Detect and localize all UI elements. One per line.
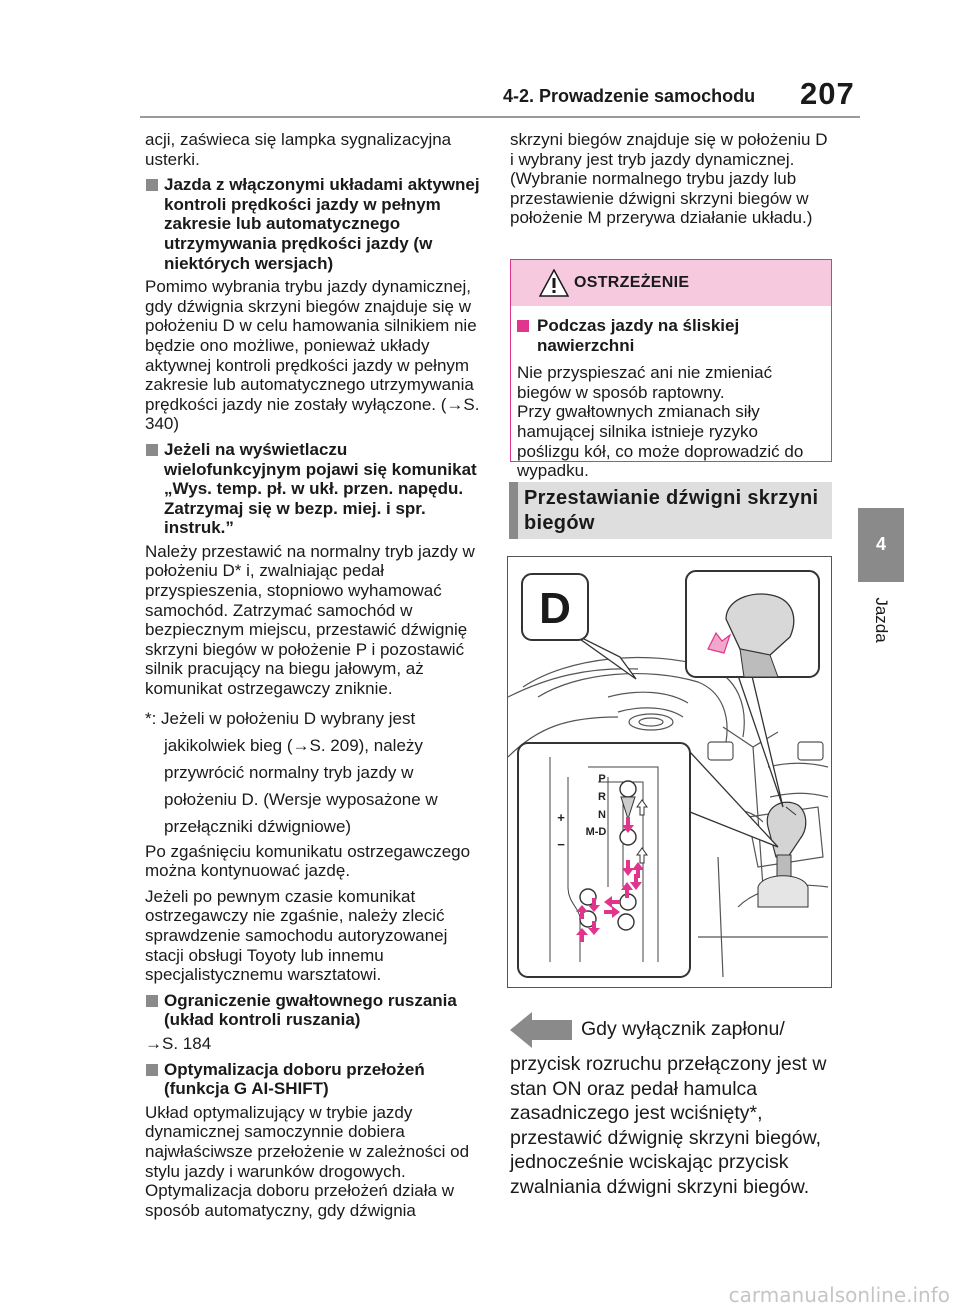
step-text: przycisk rozruchu przełączony jest w stan ON oraz pedał hamulca zasadniczego jest wciśnięty*, przestawić dźwignię skrzyni biegów, jednocześnie wciskając przycisk zwalniania dźwigni skrzyni biegów. bbox=[510, 1053, 827, 1198]
d-callout-letter: D bbox=[539, 584, 571, 633]
paragraph: Po zgaśnięciu komunikatu ostrzegawczego można kontynuować jazdę. bbox=[145, 841, 471, 881]
paragraph: Pomimo wybrania trybu jazdy dynamicznej, gdy dźwignia skrzyni biegów znajduje się w położeniu D w celu hamowania silnikiem nie będzie ono możliwe, ponieważ układy aktywnej kontroli prędkości jazdy w pełnym zakresie lub automatycznego utrzymywania prędkości jazdy nie zostały wyłączone. (→S. 340) bbox=[145, 277, 480, 434]
subheading: Jazda z włączonymi układami aktywnej kontroli prędkości jazdy w pełnym zakresie lub automatycznego utrzymywania prędkości jazdy (w niektórych wersjach) bbox=[145, 175, 480, 273]
warning-text: Nie przyspieszać ani nie zmieniać biegów w sposób raptowny. bbox=[517, 363, 773, 402]
warning-text: Przy gwałtownych zmianach siły hamującej silnika istnieje ryzyko poślizgu kół, co może doprowadzić do wypadku. bbox=[517, 402, 804, 481]
warning-header bbox=[511, 260, 831, 306]
section-banner-title: Przestawianie dźwigni skrzyni biegów bbox=[524, 487, 819, 534]
chapter-label bbox=[864, 590, 898, 650]
warning-title: OSTRZEŻENIE bbox=[574, 274, 690, 291]
chapter-tab[interactable] bbox=[858, 508, 904, 582]
subheading: Ograniczenie gwałtownego ruszania (układ kontroli ruszania) bbox=[145, 991, 480, 1030]
page-reference[interactable]: →S. 184 bbox=[145, 1033, 212, 1053]
paragraph: Należy przestawić na normalny tryb jazdy w położeniu D* i, zwalniając pedał przyspieszenia, stopniowo wyhamować samochód. Zatrzymać samochód w bezpiecznym miejscu, przestawić dźwignię skrzyni biegów w położenie P i pozostawić silnik pracujący na biegu jałowym, aż komunikat ostrzegawczy zniknie. bbox=[145, 541, 475, 699]
section-banner bbox=[509, 482, 832, 539]
gear-shift-drawing bbox=[508, 557, 833, 989]
subheading: Optymalizacja doboru przełożeń (funkcja G AI-SHIFT) bbox=[145, 1060, 480, 1099]
step-text-first-line: Gdy wyłącznik zapłonu/ bbox=[581, 1018, 785, 1040]
left-column bbox=[145, 130, 480, 1226]
chapter-number: 4 bbox=[875, 534, 886, 554]
warning-body bbox=[511, 306, 831, 481]
section-title: 4-2. Prowadzenie samochodu bbox=[503, 86, 756, 106]
banner-bar bbox=[509, 482, 518, 539]
gear-label-n: N bbox=[598, 809, 606, 821]
subheading: Jeżeli na wyświetlaczu wielofunkcyjnym pojawi się komunikat „Wys. temp. pł. w ukł. przen. napędu. Zatrzymaj się w bezp. miej. i spr. instruk.” bbox=[145, 440, 480, 538]
shift-knob bbox=[758, 802, 808, 907]
warning-subheading: Podczas jazdy na śliskiej nawierzchni bbox=[517, 316, 825, 355]
right-column-intro: skrzyni biegów znajduje się w położeniu D i wybrany jest tryb jazdy dynamicznej. (Wybranie normalnego trybu jazdy lub przestawienie dźwigni skrzyni biegów w położenie M przerywa działanie układu.) bbox=[510, 130, 828, 228]
page-header bbox=[0, 0, 960, 120]
warning-triangle-icon bbox=[539, 269, 569, 297]
minus-sign: − bbox=[557, 837, 565, 852]
footnote: *: Jeżeli w położeniu D wybrany jest jakikolwiek bieg (→S. 209), należy przywrócić normalny tryb jazdy w położeniu D. (Wersje wyposażone w przełączniki dźwigniowe) bbox=[145, 708, 438, 836]
page-number: 207 bbox=[800, 76, 855, 111]
paragraph: Układ optymalizujący w trybie jazdy dynamicznej samoczynnie dobiera najwłaściwsze przełożenie w zależności od stylu jazdy i warunków drogowych. Optymalizacja doboru przełożeń działa w sposób automatyczny, gdy dźwignia bbox=[145, 1102, 470, 1220]
header-rule bbox=[140, 116, 860, 118]
paragraph: Jeżeli po pewnym czasie komunikat ostrzegawczy nie zgaśnie, należy zlecić sprawdzenie samochodu autoryzowanej stacji obsługi Toyoty lub innemu specjalistycznemu warsztatowi. bbox=[145, 886, 448, 985]
step-1 bbox=[510, 1010, 840, 1198]
chapter-label-text: Jazda bbox=[872, 597, 891, 643]
gear-label-md: M-D bbox=[585, 826, 607, 838]
step-arrow-icon bbox=[510, 1010, 572, 1050]
plus-sign: + bbox=[557, 810, 565, 825]
paragraph: acji, zaświeca się lampka sygnalizacyjna usterki. bbox=[145, 130, 452, 169]
gear-label-p: P bbox=[598, 773, 606, 785]
gear-shift-illustration bbox=[507, 556, 832, 988]
warning-box bbox=[510, 259, 832, 481]
gear-label-r: R bbox=[598, 791, 606, 803]
watermark: carmanualsonline.info bbox=[728, 1283, 950, 1307]
